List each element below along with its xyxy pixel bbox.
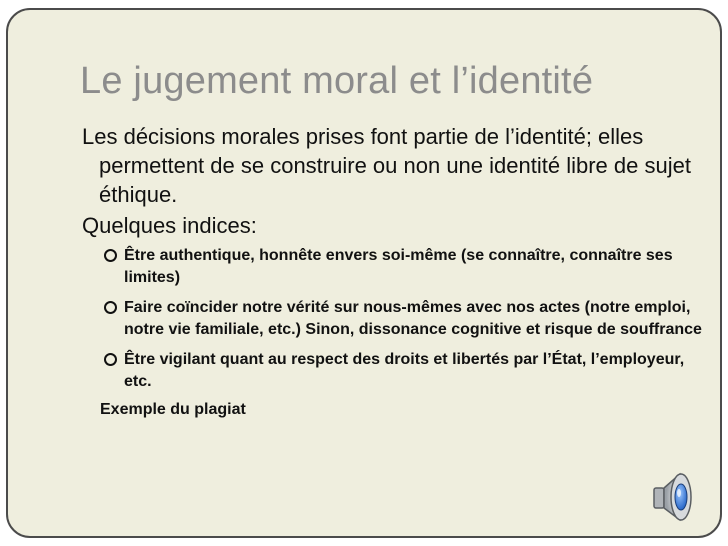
bullet-text: Être vigilant quant au respect des droits et libertés par l’État, l’employeur, etc. <box>124 351 685 390</box>
speaker-icon[interactable] <box>648 468 700 526</box>
list-item <box>82 297 702 341</box>
bullet-text: Être authentique, honnête envers soi-même (se connaître, connaître ses limites) <box>124 247 673 286</box>
list-item <box>82 349 702 393</box>
slide-body <box>82 122 702 421</box>
bullet-text: Faire coïncider notre vérité sur nous-mêmes avec nos actes (notre emploi, notre vie familiale, etc.) Sinon, dissonance cognitive et risque de souffrance <box>124 299 702 338</box>
indices-list <box>82 245 702 393</box>
paragraph-indices: Quelques indices: <box>82 213 257 238</box>
hollow-bullet-icon <box>104 249 117 262</box>
paragraph-decisions: Les décisions morales prises font partie de l’identité; elles permettent de se construire ou non une identité libre de sujet éthique. <box>82 124 691 207</box>
speaker-icon-graphic <box>648 468 700 526</box>
hollow-bullet-icon <box>104 301 117 314</box>
example-text: Exemple du plagiat <box>100 401 246 418</box>
hollow-bullet-icon <box>104 353 117 366</box>
slide-title: Le jugement moral et l’identité <box>80 60 594 102</box>
list-item <box>82 245 702 289</box>
